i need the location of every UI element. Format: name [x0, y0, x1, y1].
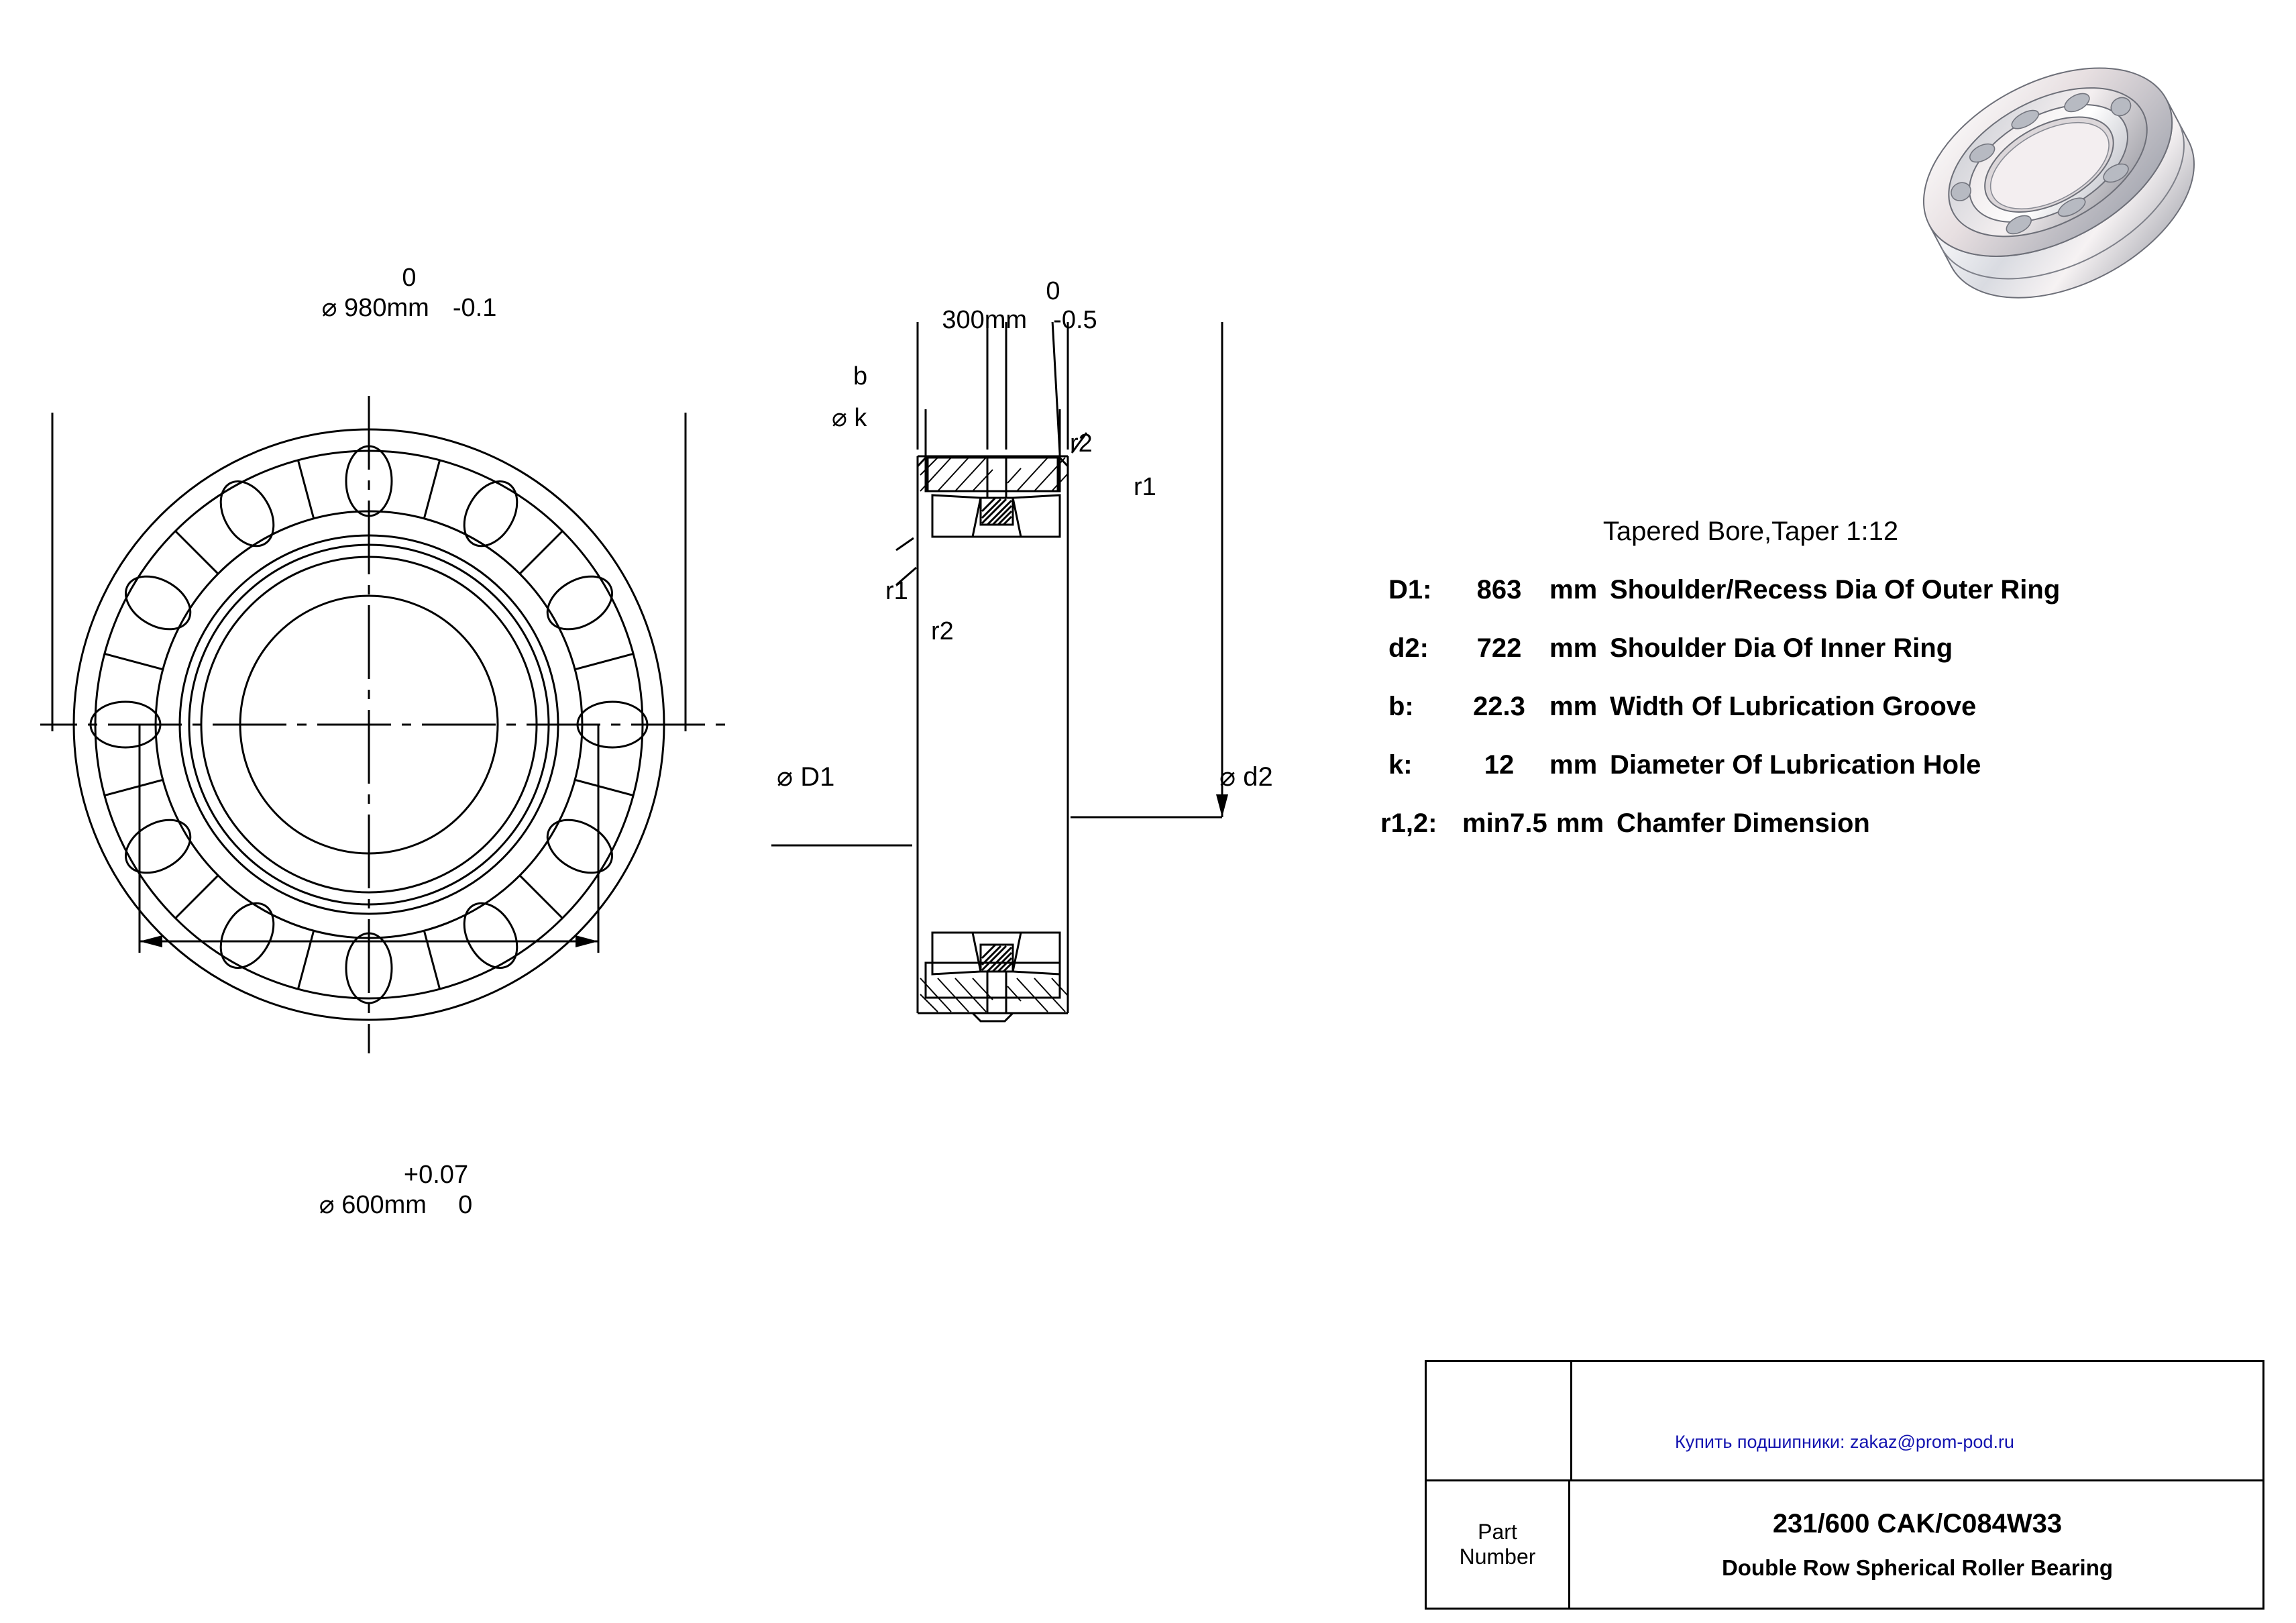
spec-value: min7.5	[1462, 808, 1547, 838]
bearing-3d-render	[1898, 40, 2260, 403]
label-k: ⌀ k	[832, 404, 867, 432]
spec-symbol: D1:	[1388, 575, 1432, 605]
spec-title: Tapered Bore,Taper 1:12	[1602, 517, 1899, 546]
spec-row	[1368, 692, 2260, 722]
label-r1-left: r1	[885, 577, 908, 605]
width-tolerance-lower: -0.5	[1053, 306, 1097, 334]
width-tolerance-upper: 0	[1046, 277, 1060, 305]
spec-value: 12	[1484, 750, 1515, 780]
title-block-divider	[1570, 1362, 1572, 1481]
part-label-line1: Part	[1478, 1520, 1517, 1545]
part-number-value: 231/600 CAK/C084W33	[1772, 1508, 2063, 1538]
spec-row	[1368, 633, 2260, 664]
part-number-label	[1427, 1481, 1570, 1608]
specification-block	[1368, 517, 2260, 839]
label-d2: ⌀ d2	[1219, 762, 1273, 792]
outer-dia-tolerance-lower: -0.1	[452, 294, 497, 322]
label-r1-top: r1	[1134, 473, 1156, 501]
spec-value: 22.3	[1473, 692, 1525, 721]
spec-description: Width Of Lubrication Groove	[1610, 692, 1977, 721]
spec-row	[1368, 575, 2260, 605]
section-width-dimension	[885, 277, 1154, 335]
spec-symbol: d2:	[1388, 633, 1429, 663]
part-info	[1572, 1481, 2262, 1608]
label-r2-top: r2	[1070, 429, 1093, 458]
outer-dia-value: ⌀ 980mm -0.1	[321, 294, 497, 322]
spec-description: Chamfer Dimension	[1617, 808, 1870, 838]
part-description: Double Row Spherical Roller Bearing	[1721, 1555, 2114, 1580]
spec-unit: mm	[1549, 692, 1598, 721]
label-d1: ⌀ D1	[777, 762, 835, 792]
bore-dia-tolerance-lower: 0	[458, 1191, 473, 1219]
spec-unit: mm	[1549, 575, 1598, 605]
spec-value: 722	[1476, 633, 1522, 663]
outer-dia-tolerance-upper: 0	[402, 264, 417, 292]
spec-symbol: r1,2:	[1380, 808, 1437, 838]
title-block-header	[1427, 1362, 2262, 1481]
contact-email: Купить подшипники: zakaz@prom-pod.ru	[1675, 1432, 2014, 1452]
spec-symbol: b:	[1388, 692, 1414, 721]
spec-row	[1368, 750, 2260, 780]
spec-description: Diameter Of Lubrication Hole	[1610, 750, 1981, 780]
front-outer-dia-dimension	[221, 264, 597, 323]
front-view	[40, 322, 778, 1141]
spec-value: 863	[1476, 575, 1522, 605]
spec-description: Shoulder/Recess Dia Of Outer Ring	[1610, 575, 2061, 605]
label-r2-left: r2	[931, 617, 954, 645]
front-bore-dia-dimension	[215, 1161, 577, 1220]
title-block	[1425, 1360, 2264, 1610]
section-view	[771, 322, 1308, 1167]
spec-row	[1368, 808, 2260, 839]
label-b: b	[853, 362, 868, 390]
spec-description: Shoulder Dia Of Inner Ring	[1610, 633, 1953, 663]
spec-unit: mm	[1549, 750, 1598, 780]
part-label-line2: Number	[1459, 1545, 1536, 1569]
bore-dia-value: ⌀ 600mm 0	[319, 1191, 473, 1219]
bore-dia-tolerance-upper: +0.07	[403, 1161, 469, 1189]
spec-symbol: k:	[1388, 750, 1413, 780]
spec-unit: mm	[1549, 633, 1598, 663]
width-value: 300mm -0.5	[942, 306, 1097, 334]
spec-unit: mm	[1556, 808, 1604, 838]
